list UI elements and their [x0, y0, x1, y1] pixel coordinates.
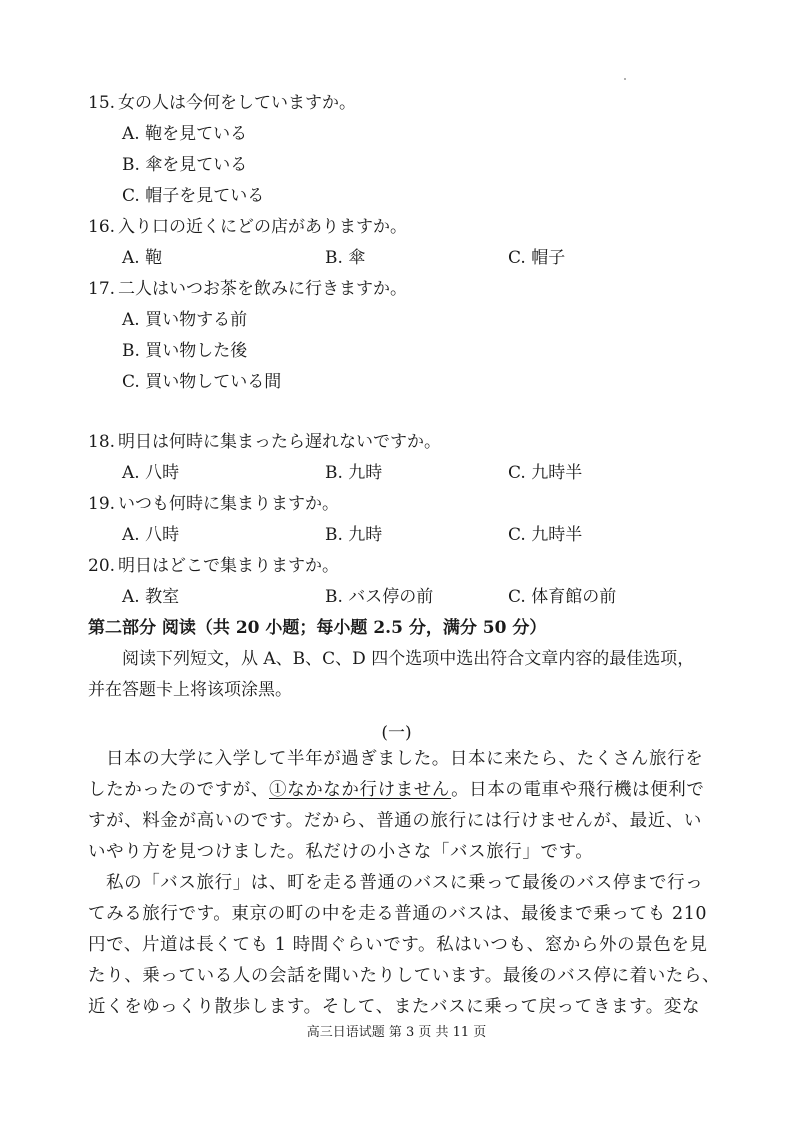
option-18-a: A. 八時: [122, 463, 180, 483]
question-16: [88, 216, 407, 238]
option-18-c: C. 九時半: [508, 463, 583, 483]
question-number: 20.: [88, 556, 116, 576]
option-15-c: C. 帽子を見ている: [122, 186, 265, 206]
passage-line-4: いやり方を見つけました。私だけの小さな「バス旅行」です。: [88, 842, 594, 862]
question-number: 16.: [88, 217, 116, 237]
question-number: 17.: [88, 279, 116, 299]
passage-line-6: てみる旅行です。東京の町の中を走る普通のバスは、最後まで乗っても 210: [88, 904, 708, 924]
option-20-c: C. 体育館の前: [508, 587, 617, 607]
section-title: 第二部分 阅读（共 20 小题；每小题 2.5 分，满分 50 分）: [88, 618, 547, 638]
question-text: 明日はどこで集まりますか。: [118, 556, 339, 576]
option-20-a: A. 教室: [122, 587, 180, 607]
option-15-b: B. 傘を見ている: [122, 155, 248, 175]
passage-line-3: すが、料金が高いのです。だから、普通の旅行には行けませんが、最近、い: [88, 811, 702, 831]
option-18-b: B. 九時: [325, 463, 383, 483]
passage-line-8: たり、乗っている人の会話を聞いたりしています。最後のバス停に着いたら、: [88, 966, 721, 986]
option-19-c: C. 九時半: [508, 525, 583, 545]
question-20: [88, 555, 339, 577]
passage-text: したかったのですが、: [88, 780, 269, 800]
section-instruction-line-2: 并在答题卡上将该项涂黑。: [88, 680, 292, 700]
option-20-b: B. バス停の前: [325, 587, 434, 607]
question-number: 18.: [88, 432, 116, 452]
passage-text: 。日本の電車や飛行機は便利で: [451, 780, 705, 800]
question-text: 女の人は今何をしていますか。: [118, 93, 356, 113]
option-17-b: B. 買い物した後: [122, 341, 248, 361]
option-19-b: B. 九時: [325, 525, 383, 545]
passage-line-7: 円で、片道は長くても 1 時間ぐらいです。私はいつも、窓から外の景色を見: [88, 935, 708, 955]
question-text: いつも何時に集まりますか。: [118, 494, 339, 514]
option-16-b: B. 傘: [325, 248, 366, 268]
question-number: 19.: [88, 494, 116, 514]
question-text: 二人はいつお茶を飲みに行きますか。: [118, 279, 407, 299]
question-15: [88, 92, 356, 114]
question-text: 入り口の近くにどの店がありますか。: [118, 217, 407, 237]
option-19-a: A. 八時: [122, 525, 180, 545]
option-17-c: C. 買い物している間: [122, 372, 282, 392]
question-text: 明日は何時に集まったら遅れないですか。: [118, 432, 441, 452]
passage-line-2: [88, 779, 704, 801]
question-17: [88, 278, 407, 300]
option-17-a: A. 買い物する前: [122, 310, 248, 330]
question-18: [88, 431, 441, 453]
passage-line-5: 私の「バス旅行」は、町を走る普通のバスに乗って最後のバス停まで行っ: [106, 873, 704, 893]
scan-speck: [624, 78, 626, 80]
option-15-a: A. 鞄を見ている: [122, 124, 248, 144]
underlined-phrase-1: ①なかなか行けません: [269, 780, 452, 800]
page-footer: 高三日语试题 第 3 页 共 11 页: [306, 1025, 487, 1040]
passage-line-9: 近くをゆっくり散歩します。そして、またバスに乗って戻ってきます。変な: [88, 997, 701, 1017]
passage-number: (一): [381, 723, 412, 743]
section-instruction-line-1: 阅读下列短文，从 A、B、C、D 四个选项中选出符合文章内容的最佳选项，: [122, 649, 695, 669]
question-number: 15.: [88, 93, 116, 113]
question-19: [88, 493, 339, 515]
option-16-c: C. 帽子: [508, 248, 566, 268]
option-16-a: A. 鞄: [122, 248, 163, 268]
passage-line-1: 日本の大学に入学して半年が過ぎました。日本に来たら、たくさん旅行を: [106, 749, 704, 769]
